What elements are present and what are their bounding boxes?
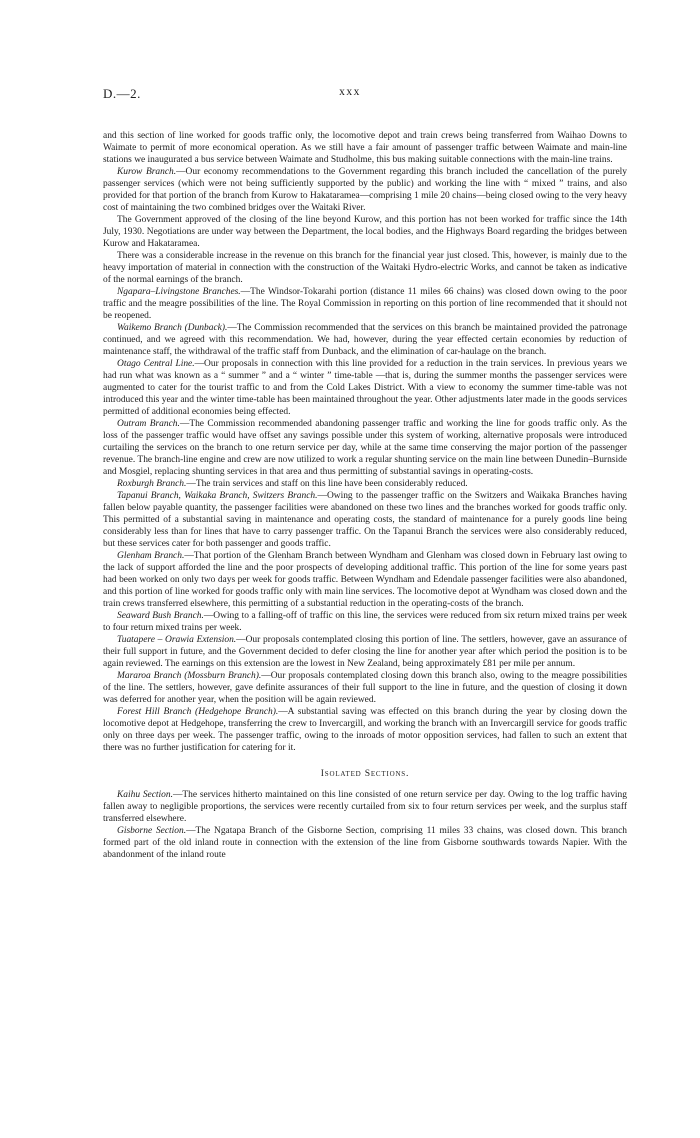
- paragraph-text: —The train services and staff on this line have been considerably reduced.: [186, 479, 468, 489]
- page-number: xxx: [339, 86, 361, 98]
- paragraph-heading: Forest Hill Branch (Hedgehope Branch).: [117, 707, 279, 717]
- paragraph: [103, 490, 627, 550]
- paragraph: [103, 358, 627, 418]
- paragraph: [103, 214, 627, 250]
- paragraph: [103, 478, 627, 490]
- paragraph-text: —The services hitherto maintained on this line consisted of one return service per day. Owing to the log traffic having fallen away to negligible proportions, the services were recently curtailed from six to four return services per week, and the surplus staff transferred elsewhere.: [103, 790, 627, 824]
- paragraph: [103, 610, 627, 634]
- paragraph-heading: Glenham Branch.: [117, 551, 185, 561]
- paragraph: [103, 706, 627, 754]
- paragraph-text: —The Ngatapa Branch of the Gisborne Section, comprising 11 miles 33 chains, was closed down. This branch formed part of the old inland route in connection with the extension of the line from Gisborne southwards towards Napier. With the abandonment of the inland route: [103, 826, 627, 860]
- paragraph: [103, 825, 627, 861]
- paragraph-text: —The Windsor-Tokarahi portion (distance 11 miles 66 chains) was closed down owing to the poor traffic and the meagre possibilities of the line. The Royal Commission in reporting on this portion of line recommended that it should not be reopened.: [103, 287, 627, 321]
- paragraph-heading: Otago Central Line.: [117, 359, 195, 369]
- paragraph: [103, 322, 627, 358]
- paragraph: [103, 166, 627, 214]
- paragraph-heading: Ngapara–Livingstone Branches.: [117, 287, 241, 297]
- document-reference: D.—2.: [103, 86, 141, 101]
- paragraph-heading: Roxburgh Branch.: [117, 479, 187, 489]
- paragraph-text: —Owing to the passenger traffic on the Switzers and Waikaka Branches having fallen below payable quantity, the passenger facilities were abandoned on these two lines and the branches worked for goods traffic only. This permitted of a substantial saving in maintenance and operating costs, the standard of maintenance for a purely goods line being considerably less than for lines that have to carry passenger traffic. On the Tapanui Branch the services were also considerably reduced, but these services cater for both passenger and goods traffic.: [103, 491, 628, 549]
- paragraph: [103, 418, 627, 478]
- paragraph-text: —The Commission recommended abandoning passenger traffic and working the line for goods traffic only. As the loss of the passenger traffic would have offset any savings possible under this system of working, alternative proposals were introduced curtailing the services on the branch to one return service per day, while at the same time conserving the major portion of the passenger revenue. The branch-line engine and crew are now utilized to work a regular shunting service on the main line between Dunedin–Burnside and Mosgiel, replacing shunting services in that area and thus permitting of substantial savings in operating-costs.: [103, 419, 627, 477]
- paragraph-text: and this section of line worked for goods traffic only, the locomotive depot and train crews being transferred from Waihao Downs to Waimate to permit of more economical operation. As we still have a fair amount of passenger traffic between Waimate and main-line stations we inaugurated a bus service between Waimate and Studholme, this bus making suitable connections with the main-line trains.: [103, 131, 627, 165]
- paragraph-heading: Waikemo Branch (Dunback).: [117, 323, 228, 333]
- paragraph-text: —Owing to a falling-off of traffic on this line, the services were reduced from six return mixed trains per week to four return mixed trains per week.: [103, 611, 627, 633]
- paragraph-text: —Our proposals contemplated closing this portion of line. The settlers, however, gave an assurance of their full support in future, and the Government decided to defer closing the line for another year after which period the position is to be again reviewed. The earnings on this extension are the lowest in New Zealand, being approximately £81 per mile per annum.: [103, 635, 627, 669]
- section-heading: Isolated Sections.: [320, 768, 410, 779]
- paragraph-text: —The Commission recommended that the services on this branch be maintained provided the patronage continued, and we agreed with this recommendation. We had, however, during the year effected certain economies by reduction of maintenance staff, the withdrawal of the traffic staff from Dunback, and the elimination of car-haulage on the branch.: [103, 323, 628, 357]
- paragraph-heading: Gisborne Section.: [117, 826, 187, 836]
- paragraph-heading: Kurow Branch.: [117, 167, 177, 177]
- paragraph: [103, 286, 627, 322]
- paragraph-heading: Outram Branch.: [117, 419, 180, 429]
- paragraph-heading: Seaward Bush Branch.: [117, 611, 204, 621]
- document-body: [103, 130, 627, 861]
- paragraph-text: —Our proposals contemplated closing down this branch also, owing to the meagre possibilities of the line. The settlers, however, gave definite assurances of their full support to the line in future, and the question of closing it down was deferred for another year, when the position will be again reviewed.: [103, 671, 627, 705]
- paragraph: [103, 789, 627, 825]
- paragraphs-top: [103, 130, 627, 754]
- paragraph: [103, 130, 627, 166]
- paragraph-heading: Tuatapere – Orawia Extension.: [117, 635, 237, 645]
- paragraph-text: —Our proposals in connection with this line provided for a reduction in the train services. In previous years we had run what was known as a “ summer ” and a “ winter ” time-table —that is, during the summer months the passenger services were augmented to cater for the tourist traffic to and from the Cold Lakes District. With a view to economy the summer time-table was not introduced this year and the winter time-table has been maintained throughout the year. Other adjustments later made in the goods services permitted of additional economies being effected.: [103, 359, 627, 417]
- paragraph-text: The Government approved of the closing of the line beyond Kurow, and this portion has not been worked for traffic since the 14th July, 1930. Negotiations are under way between the Department, the local bodies, and the Highways Board regarding the bridges between Kurow and Hakataramea.: [103, 215, 627, 249]
- paragraph-heading: Mararoa Branch (Mossburn Branch).: [117, 671, 262, 681]
- paragraph-text: There was a considerable increase in the revenue on this branch for the financial year just closed. This, however, is mainly due to the heavy importation of material in connection with the construction of the Waitaki Hydro-electric Works, and cannot be taken as indicative of the normal earnings of the branch.: [103, 251, 627, 285]
- paragraph-text: —Our economy recommendations to the Government regarding this branch included the cancellation of the purely passenger services (which were not being sufficiently supported by the public) and working the line with “ mixed ” trains, and also provided for that portion of the branch from Kurow to Hakataramea—comprising 1 mile 20 chains—being closed owing to the very heavy cost of maintaining the two combined bridges over the Waitaki River.: [103, 167, 627, 213]
- paragraph-heading: Kaihu Section.: [117, 790, 173, 800]
- paragraph: [103, 634, 627, 670]
- paragraphs-bottom: [103, 789, 627, 861]
- paragraph: [103, 670, 627, 706]
- paragraph-text: —That portion of the Glenham Branch between Wyndham and Glenham was closed down in February last owing to the lack of support afforded the line and the poor prospects of developing additional traffic. This portion of the line for some years past had been worked on only two days per week for goods traffic. Between Wyndham and Edendale passenger facilities were also abandoned, and this portion of line worked for goods traffic only with main line services. The locomotive depot at Wyndham was closed down and the train crews transferred elsewhere, this permitting of a substantial reduction in the operating-costs of the branch.: [103, 551, 627, 609]
- paragraph: [103, 250, 627, 286]
- paragraph-text: —A substantial saving was effected on this branch during the year by closing down the locomotive depot at Hedgehope, transferring the crew to Invercargill, and working the branch with an Invercargill service for goods traffic only on three days per week. The passenger traffic, owing to the inroads of motor opposition services, had fallen to such an extent that there was no further justification for catering for it.: [103, 707, 627, 753]
- paragraph-heading: Tapanui Branch, Waikaka Branch, Switzers Branch.: [117, 491, 318, 501]
- paragraph: [103, 550, 627, 610]
